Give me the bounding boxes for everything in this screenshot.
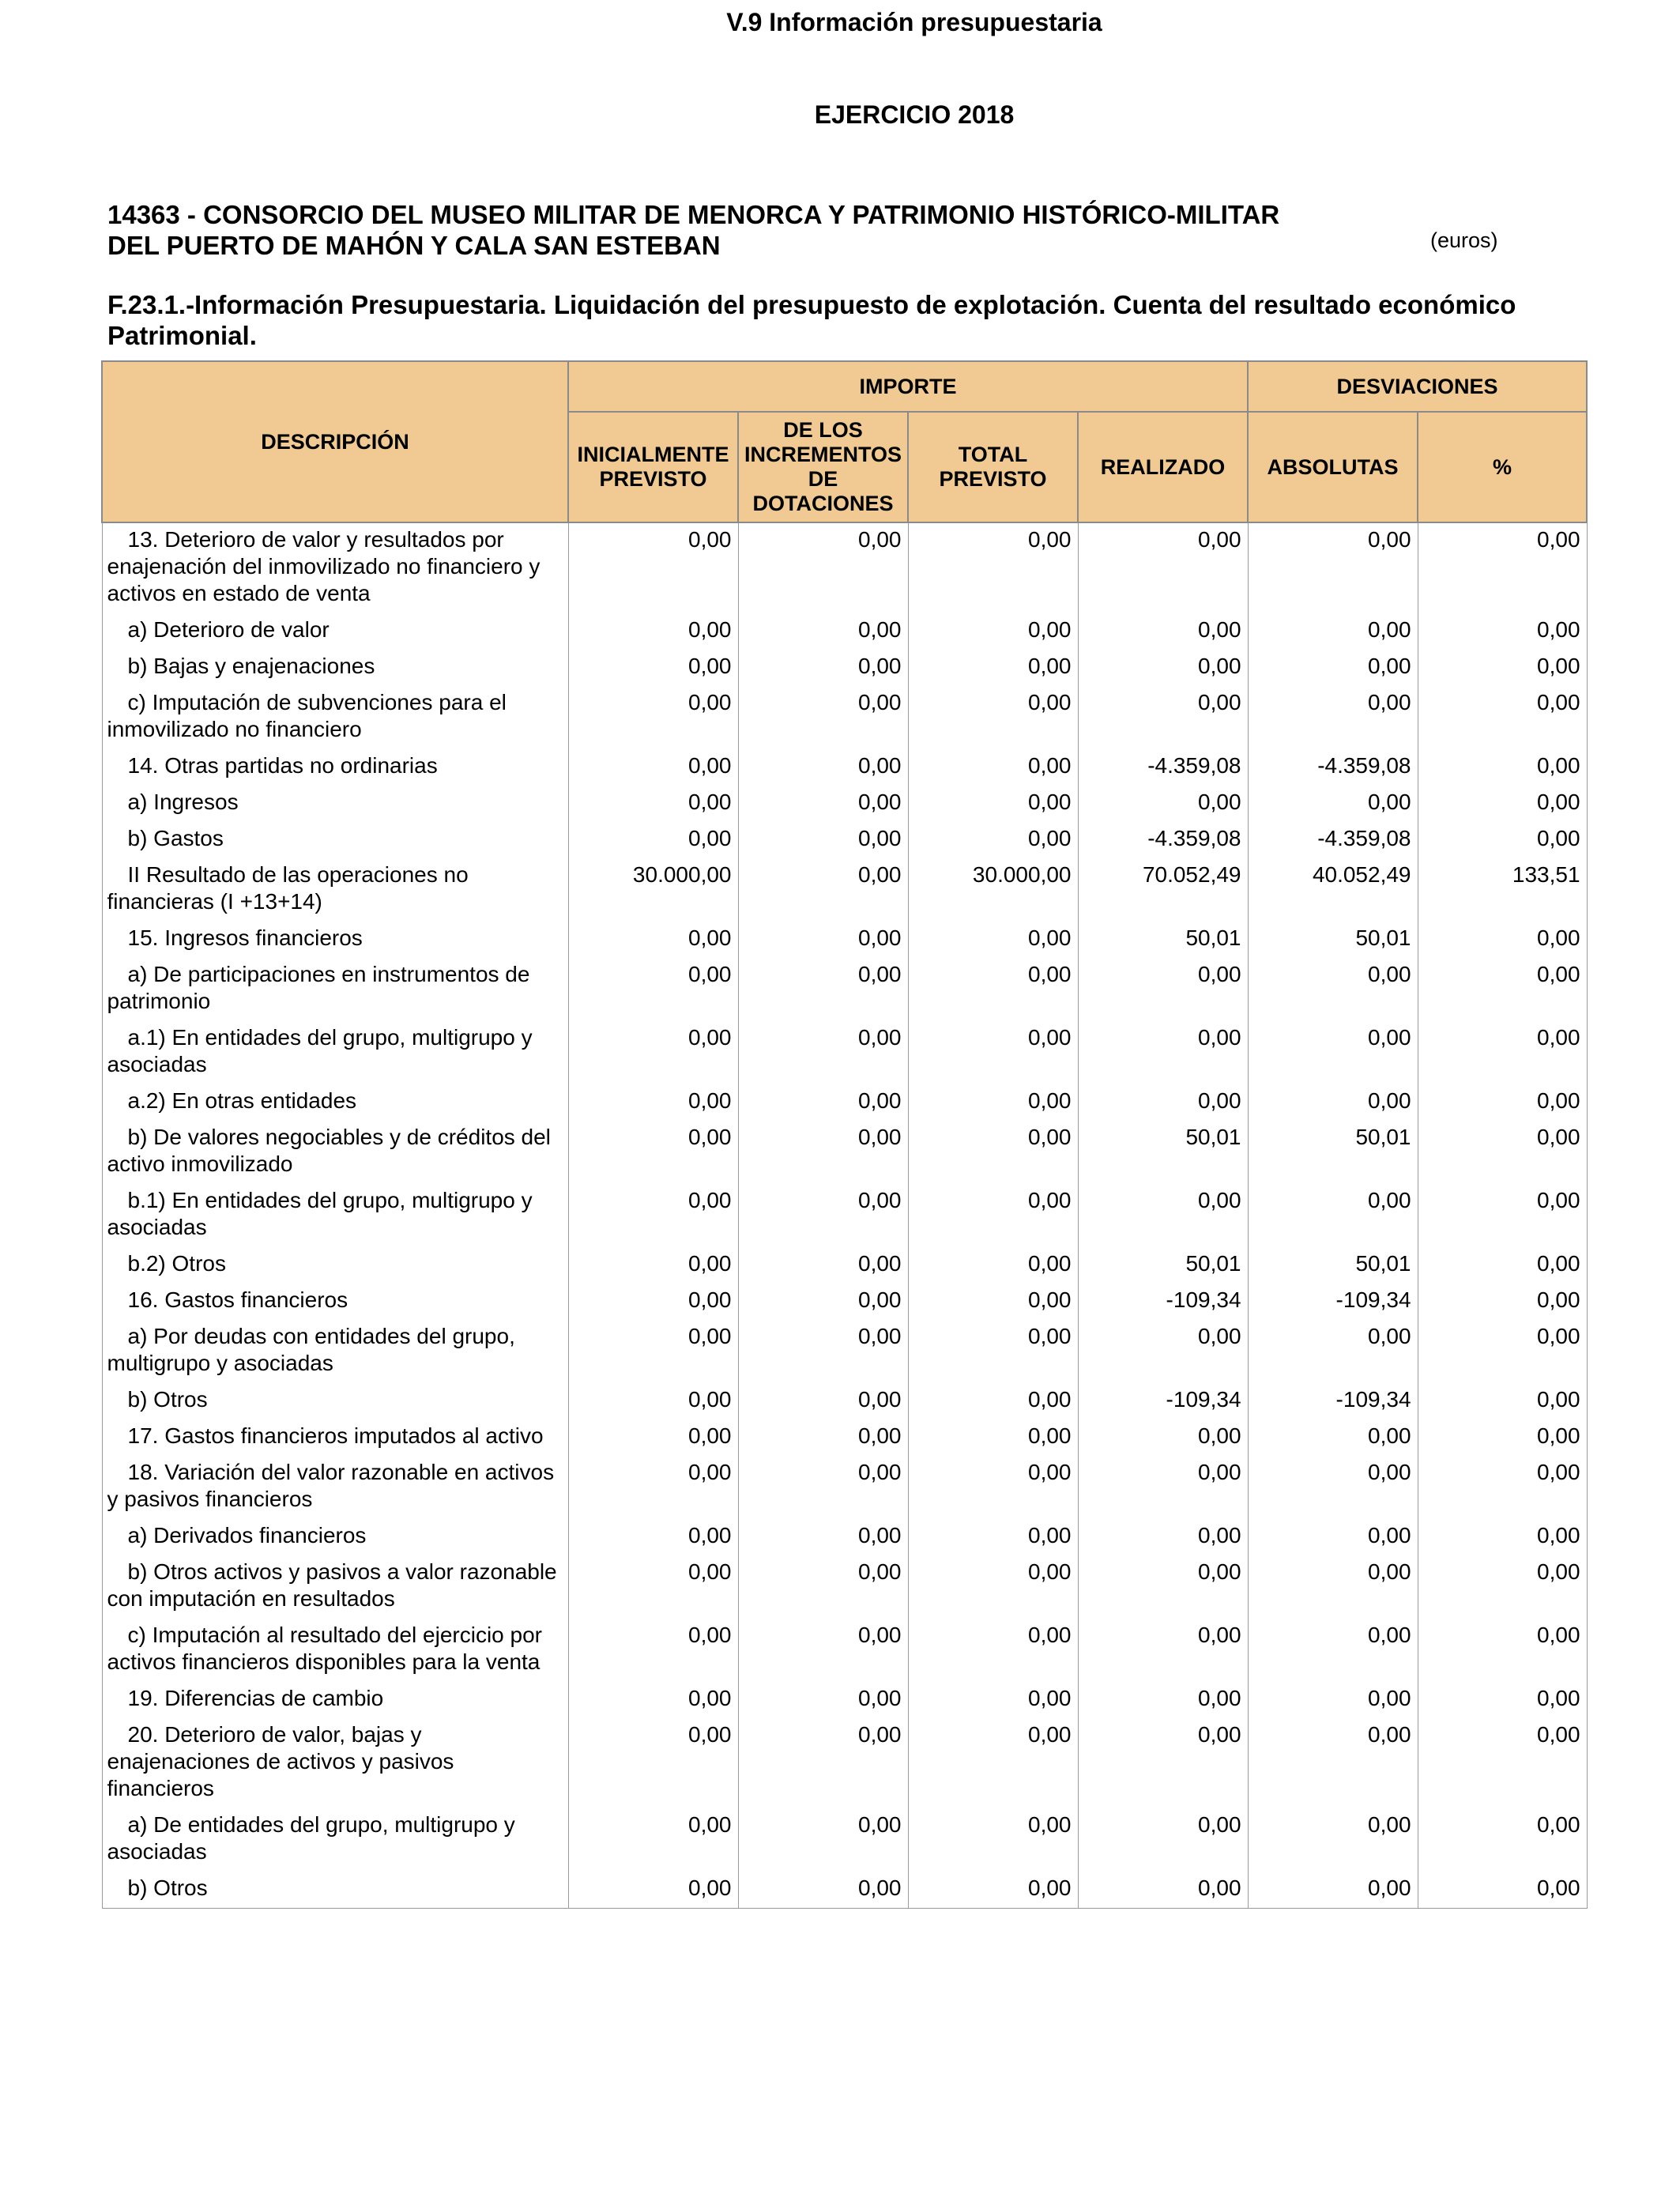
cell-inicialmente-previsto: 0,00 [568, 1519, 738, 1555]
table-row [102, 786, 1587, 822]
table-row [102, 1184, 1587, 1247]
cell-absolutas: 0,00 [1248, 650, 1418, 686]
table-row [102, 1084, 1587, 1121]
cell-percent: 0,00 [1418, 786, 1587, 822]
cell-absolutas: 0,00 [1248, 1808, 1418, 1872]
section-title: F.23.1.-Información Presupuestaria. Liquidación del presupuesto de explotación. Cuenta del resultado económico Patrimonial. [107, 290, 1516, 350]
table-row [102, 822, 1587, 858]
cell-percent: 0,00 [1418, 1121, 1587, 1184]
cell-incrementos-dotaciones: 0,00 [738, 650, 908, 686]
cell-incrementos-dotaciones: 0,00 [738, 1619, 908, 1682]
cell-inicialmente-previsto: 0,00 [568, 1121, 738, 1184]
cell-percent: 0,00 [1418, 1021, 1587, 1084]
table-row [102, 1284, 1587, 1320]
table-row [102, 858, 1587, 922]
cell-percent: 133,51 [1418, 858, 1587, 922]
cell-inicialmente-previsto: 0,00 [568, 749, 738, 786]
table-row [102, 1718, 1587, 1808]
currency-units: (euros) [1430, 228, 1498, 252]
cell-percent: 0,00 [1418, 522, 1587, 613]
cell-incrementos-dotaciones: 0,00 [738, 1555, 908, 1619]
cell-inicialmente-previsto: 0,00 [568, 1619, 738, 1682]
cell-total-previsto: 0,00 [908, 1456, 1078, 1519]
row-description: a) Deterioro de valor [102, 613, 568, 650]
cell-realizado: -4.359,08 [1078, 822, 1248, 858]
row-description: a) De participaciones en instrumentos de patrimonio [102, 958, 568, 1021]
cell-incrementos-dotaciones: 0,00 [738, 686, 908, 749]
cell-inicialmente-previsto: 0,00 [568, 922, 738, 958]
cell-total-previsto: 0,00 [908, 1619, 1078, 1682]
cell-realizado: 0,00 [1078, 522, 1248, 613]
cell-inicialmente-previsto: 0,00 [568, 1682, 738, 1718]
cell-absolutas: 0,00 [1248, 613, 1418, 650]
row-description: a) Ingresos [102, 786, 568, 822]
table-row [102, 1808, 1587, 1872]
cell-absolutas: 0,00 [1248, 522, 1418, 613]
cell-inicialmente-previsto: 0,00 [568, 1718, 738, 1808]
cell-incrementos-dotaciones: 0,00 [738, 958, 908, 1021]
cell-absolutas: 50,01 [1248, 1121, 1418, 1184]
cell-total-previsto: 0,00 [908, 1682, 1078, 1718]
cell-percent: 0,00 [1418, 922, 1587, 958]
cell-incrementos-dotaciones: 0,00 [738, 1383, 908, 1419]
cell-total-previsto: 0,00 [908, 1284, 1078, 1320]
cell-realizado: -109,34 [1078, 1284, 1248, 1320]
cell-percent: 0,00 [1418, 1320, 1587, 1383]
cell-realizado: 0,00 [1078, 1619, 1248, 1682]
cell-realizado: 0,00 [1078, 1718, 1248, 1808]
cell-total-previsto: 0,00 [908, 1383, 1078, 1419]
cell-absolutas: 0,00 [1248, 1419, 1418, 1456]
row-description: 19. Diferencias de cambio [102, 1682, 568, 1718]
cell-realizado: -4.359,08 [1078, 749, 1248, 786]
cell-inicialmente-previsto: 0,00 [568, 786, 738, 822]
cell-absolutas: 0,00 [1248, 1456, 1418, 1519]
cell-percent: 0,00 [1418, 958, 1587, 1021]
cell-incrementos-dotaciones: 0,00 [738, 858, 908, 922]
cell-realizado: 0,00 [1078, 1519, 1248, 1555]
cell-realizado: 0,00 [1078, 1084, 1248, 1121]
cell-incrementos-dotaciones: 0,00 [738, 749, 908, 786]
cell-incrementos-dotaciones: 0,00 [738, 786, 908, 822]
cell-inicialmente-previsto: 0,00 [568, 1320, 738, 1383]
table-row [102, 1682, 1587, 1718]
cell-absolutas: 50,01 [1248, 1247, 1418, 1284]
cell-absolutas: -109,34 [1248, 1284, 1418, 1320]
column-header-inicialmente-previsto: INICIALMENTE PREVISTO [568, 412, 738, 522]
cell-total-previsto: 0,00 [908, 1121, 1078, 1184]
cell-absolutas: 50,01 [1248, 922, 1418, 958]
cell-absolutas: 0,00 [1248, 786, 1418, 822]
cell-incrementos-dotaciones: 0,00 [738, 1320, 908, 1383]
row-description: 18. Variación del valor razonable en activos y pasivos financieros [102, 1456, 568, 1519]
cell-percent: 0,00 [1418, 1247, 1587, 1284]
cell-absolutas: 0,00 [1248, 1718, 1418, 1808]
table-row [102, 1121, 1587, 1184]
row-description: c) Imputación al resultado del ejercicio por activos financieros disponibles para la venta [102, 1619, 568, 1682]
cell-total-previsto: 30.000,00 [908, 858, 1078, 922]
row-description: 15. Ingresos financieros [102, 922, 568, 958]
row-description: a.2) En otras entidades [102, 1084, 568, 1121]
cell-total-previsto: 0,00 [908, 786, 1078, 822]
cell-inicialmente-previsto: 0,00 [568, 1383, 738, 1419]
cell-realizado: 0,00 [1078, 1320, 1248, 1383]
cell-total-previsto: 0,00 [908, 613, 1078, 650]
cell-incrementos-dotaciones: 0,00 [738, 613, 908, 650]
cell-incrementos-dotaciones: 0,00 [738, 1021, 908, 1084]
row-description: II Resultado de las operaciones no financieras (I +13+14) [102, 858, 568, 922]
cell-percent: 0,00 [1418, 1718, 1587, 1808]
cell-realizado: 0,00 [1078, 686, 1248, 749]
cell-percent: 0,00 [1418, 822, 1587, 858]
cell-percent: 0,00 [1418, 749, 1587, 786]
row-description: b) Bajas y enajenaciones [102, 650, 568, 686]
cell-incrementos-dotaciones: 0,00 [738, 1084, 908, 1121]
cell-total-previsto: 0,00 [908, 1519, 1078, 1555]
cell-incrementos-dotaciones: 0,00 [738, 1718, 908, 1808]
cell-absolutas: 0,00 [1248, 1184, 1418, 1247]
cell-inicialmente-previsto: 0,00 [568, 1247, 738, 1284]
table-row [102, 1419, 1587, 1456]
table-row [102, 1021, 1587, 1084]
cell-inicialmente-previsto: 0,00 [568, 1184, 738, 1247]
cell-realizado: 0,00 [1078, 1808, 1248, 1872]
cell-realizado: 0,00 [1078, 1419, 1248, 1456]
table-row [102, 1320, 1587, 1383]
row-description: b) Gastos [102, 822, 568, 858]
cell-incrementos-dotaciones: 0,00 [738, 1682, 908, 1718]
group-header-desviaciones: DESVIACIONES [1248, 361, 1587, 412]
cell-total-previsto: 0,00 [908, 1419, 1078, 1456]
row-description: b.1) En entidades del grupo, multigrupo y asociadas [102, 1184, 568, 1247]
cell-incrementos-dotaciones: 0,00 [738, 1872, 908, 1909]
cell-inicialmente-previsto: 0,00 [568, 1456, 738, 1519]
cell-inicialmente-previsto: 0,00 [568, 958, 738, 1021]
cell-percent: 0,00 [1418, 1555, 1587, 1619]
cell-percent: 0,00 [1418, 686, 1587, 749]
cell-absolutas: 0,00 [1248, 1084, 1418, 1121]
row-description: b) Otros activos y pasivos a valor razonable con imputación en resultados [102, 1555, 568, 1619]
cell-percent: 0,00 [1418, 1872, 1587, 1909]
row-description: 13. Deterioro de valor y resultados por enajenación del inmovilizado no financiero y activos en estado de venta [102, 522, 568, 613]
cell-inicialmente-previsto: 0,00 [568, 1021, 738, 1084]
cell-absolutas: 0,00 [1248, 1320, 1418, 1383]
fiscal-year: EJERCICIO 2018 [814, 100, 1015, 129]
cell-incrementos-dotaciones: 0,00 [738, 1284, 908, 1320]
document-title: V.9 Información presupuestaria [726, 8, 1102, 36]
cell-total-previsto: 0,00 [908, 749, 1078, 786]
cell-inicialmente-previsto: 0,00 [568, 1284, 738, 1320]
table-row [102, 1619, 1587, 1682]
cell-total-previsto: 0,00 [908, 1184, 1078, 1247]
row-description: b) Otros [102, 1383, 568, 1419]
cell-total-previsto: 0,00 [908, 686, 1078, 749]
entity-name: 14363 - CONSORCIO DEL MUSEO MILITAR DE MENORCA Y PATRIMONIO HISTÓRICO-MILITAR DEL PUERTO DE MAHÓN Y CALA SAN ESTEBAN [107, 200, 1280, 260]
cell-realizado: 0,00 [1078, 1872, 1248, 1909]
cell-total-previsto: 0,00 [908, 1084, 1078, 1121]
cell-percent: 0,00 [1418, 613, 1587, 650]
row-description: b) Otros [102, 1872, 568, 1909]
cell-absolutas: -4.359,08 [1248, 822, 1418, 858]
cell-realizado: 0,00 [1078, 958, 1248, 1021]
cell-realizado: 0,00 [1078, 1184, 1248, 1247]
cell-total-previsto: 0,00 [908, 650, 1078, 686]
cell-realizado: 50,01 [1078, 922, 1248, 958]
cell-realizado: 50,01 [1078, 1247, 1248, 1284]
cell-percent: 0,00 [1418, 650, 1587, 686]
cell-absolutas: 0,00 [1248, 1619, 1418, 1682]
cell-incrementos-dotaciones: 0,00 [738, 1184, 908, 1247]
cell-total-previsto: 0,00 [908, 1808, 1078, 1872]
table-row [102, 749, 1587, 786]
cell-percent: 0,00 [1418, 1682, 1587, 1718]
column-header-absolutas: ABSOLUTAS [1248, 412, 1418, 522]
cell-total-previsto: 0,00 [908, 1718, 1078, 1808]
cell-absolutas: -4.359,08 [1248, 749, 1418, 786]
row-description: a.1) En entidades del grupo, multigrupo y asociadas [102, 1021, 568, 1084]
cell-percent: 0,00 [1418, 1284, 1587, 1320]
cell-total-previsto: 0,00 [908, 958, 1078, 1021]
cell-incrementos-dotaciones: 0,00 [738, 1808, 908, 1872]
row-description: 16. Gastos financieros [102, 1284, 568, 1320]
cell-total-previsto: 0,00 [908, 822, 1078, 858]
table-row [102, 958, 1587, 1021]
budget-table-body [102, 522, 1587, 1909]
cell-percent: 0,00 [1418, 1383, 1587, 1419]
table-row [102, 1247, 1587, 1284]
cell-incrementos-dotaciones: 0,00 [738, 1456, 908, 1519]
cell-incrementos-dotaciones: 0,00 [738, 1519, 908, 1555]
cell-incrementos-dotaciones: 0,00 [738, 1419, 908, 1456]
cell-inicialmente-previsto: 0,00 [568, 650, 738, 686]
cell-incrementos-dotaciones: 0,00 [738, 1247, 908, 1284]
table-row [102, 522, 1587, 613]
column-header-incrementos-dotaciones: DE LOS INCREMENTOS DE DOTACIONES [738, 412, 908, 522]
cell-inicialmente-previsto: 0,00 [568, 1419, 738, 1456]
cell-realizado: 0,00 [1078, 613, 1248, 650]
cell-inicialmente-previsto: 0,00 [568, 686, 738, 749]
cell-absolutas: 0,00 [1248, 1872, 1418, 1909]
cell-inicialmente-previsto: 0,00 [568, 613, 738, 650]
cell-absolutas: 40.052,49 [1248, 858, 1418, 922]
cell-incrementos-dotaciones: 0,00 [738, 922, 908, 958]
row-description: a) De entidades del grupo, multigrupo y asociadas [102, 1808, 568, 1872]
cell-inicialmente-previsto: 0,00 [568, 1555, 738, 1619]
cell-realizado: 0,00 [1078, 1555, 1248, 1619]
row-description: a) Derivados financieros [102, 1519, 568, 1555]
cell-total-previsto: 0,00 [908, 522, 1078, 613]
cell-incrementos-dotaciones: 0,00 [738, 522, 908, 613]
cell-percent: 0,00 [1418, 1519, 1587, 1555]
column-header-percent: % [1418, 412, 1587, 522]
table-row [102, 1456, 1587, 1519]
cell-incrementos-dotaciones: 0,00 [738, 1121, 908, 1184]
cell-realizado: 0,00 [1078, 1456, 1248, 1519]
cell-percent: 0,00 [1418, 1619, 1587, 1682]
cell-inicialmente-previsto: 0,00 [568, 1872, 738, 1909]
row-description: b) De valores negociables y de créditos del activo inmovilizado [102, 1121, 568, 1184]
cell-total-previsto: 0,00 [908, 1872, 1078, 1909]
cell-percent: 0,00 [1418, 1084, 1587, 1121]
row-description: c) Imputación de subvenciones para el inmovilizado no financiero [102, 686, 568, 749]
cell-realizado: 0,00 [1078, 650, 1248, 686]
cell-percent: 0,00 [1418, 1184, 1587, 1247]
cell-percent: 0,00 [1418, 1456, 1587, 1519]
cell-realizado: 0,00 [1078, 1021, 1248, 1084]
group-header-importe: IMPORTE [568, 361, 1248, 412]
cell-incrementos-dotaciones: 0,00 [738, 822, 908, 858]
cell-absolutas: 0,00 [1248, 1519, 1418, 1555]
cell-total-previsto: 0,00 [908, 1021, 1078, 1084]
table-row [102, 686, 1587, 749]
cell-inicialmente-previsto: 0,00 [568, 822, 738, 858]
column-header-total-previsto: TOTAL PREVISTO [908, 412, 1078, 522]
cell-realizado: 70.052,49 [1078, 858, 1248, 922]
table-row [102, 1555, 1587, 1619]
cell-absolutas: 0,00 [1248, 686, 1418, 749]
table-row [102, 1383, 1587, 1419]
cell-total-previsto: 0,00 [908, 1320, 1078, 1383]
cell-percent: 0,00 [1418, 1419, 1587, 1456]
column-header-realizado: REALIZADO [1078, 412, 1248, 522]
row-description: 20. Deterioro de valor, bajas y enajenaciones de activos y pasivos financieros [102, 1718, 568, 1808]
budget-table [101, 360, 1588, 1909]
row-description: 14. Otras partidas no ordinarias [102, 749, 568, 786]
cell-total-previsto: 0,00 [908, 1247, 1078, 1284]
cell-inicialmente-previsto: 0,00 [568, 522, 738, 613]
cell-inicialmente-previsto: 0,00 [568, 1808, 738, 1872]
row-description: a) Por deudas con entidades del grupo, multigrupo y asociadas [102, 1320, 568, 1383]
cell-realizado: 0,00 [1078, 1682, 1248, 1718]
cell-percent: 0,00 [1418, 1808, 1587, 1872]
cell-absolutas: -109,34 [1248, 1383, 1418, 1419]
cell-absolutas: 0,00 [1248, 1555, 1418, 1619]
table-row [102, 613, 1587, 650]
cell-inicialmente-previsto: 30.000,00 [568, 858, 738, 922]
cell-realizado: 50,01 [1078, 1121, 1248, 1184]
table-row [102, 650, 1587, 686]
table-row [102, 922, 1587, 958]
cell-total-previsto: 0,00 [908, 1555, 1078, 1619]
table-row [102, 1519, 1587, 1555]
table-row [102, 1872, 1587, 1909]
cell-absolutas: 0,00 [1248, 1021, 1418, 1084]
cell-absolutas: 0,00 [1248, 958, 1418, 1021]
cell-total-previsto: 0,00 [908, 922, 1078, 958]
cell-realizado: -109,34 [1078, 1383, 1248, 1419]
cell-absolutas: 0,00 [1248, 1682, 1418, 1718]
row-description: 17. Gastos financieros imputados al activo [102, 1419, 568, 1456]
cell-realizado: 0,00 [1078, 786, 1248, 822]
row-description: b.2) Otros [102, 1247, 568, 1284]
cell-inicialmente-previsto: 0,00 [568, 1084, 738, 1121]
column-header-descripcion: DESCRIPCIÓN [102, 361, 568, 522]
